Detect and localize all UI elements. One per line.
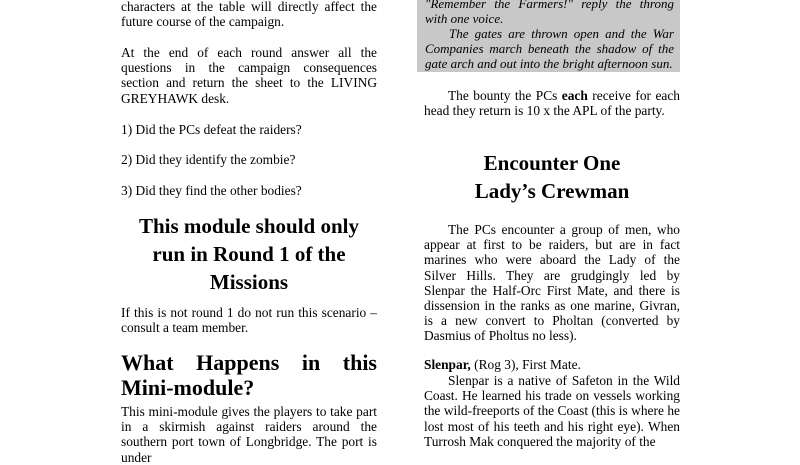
encounter-paragraph: The PCs encounter a group of men, who appear at first to be raiders, but are in fact marines who were aboard the Lady of the Silver Hills. They are grudgingly led by Slenpar the Half-Orc First Mate, and there is dissension in the ranks as one marine, Givran, is a new convert to Pholtan (converted by Dasmius of Pholtus no less). — [424, 222, 680, 344]
round-heading-line-2: run in Round 1 of the — [152, 242, 346, 266]
question-2: 2) Did they identify the zombie? — [121, 152, 296, 167]
bounty-text-post: receive for each head they return is 10 x the APL of the party. — [424, 88, 680, 119]
intro-tail-paragraph: characters at the table will directly affect the future course of the campaign. — [121, 0, 377, 30]
encounter-heading-line-2: Lady’s Crewman — [474, 179, 630, 203]
round-heading-line-1: This module should only — [138, 214, 359, 238]
round-heading-line-3: Missions — [209, 270, 289, 294]
bounty-paragraph — [424, 88, 680, 118]
bounty-text-bold: each — [561, 88, 588, 103]
instructions-paragraph: At the end of each round answer all the questions in the campaign consequences section and return the sheet to the LIVING GREYHAWK desk. — [121, 45, 377, 106]
slenpar-stats: (Rog 3), First Mate. — [470, 357, 581, 372]
question-3: 3) Did they find the other bodies? — [121, 183, 302, 198]
what-heading-line-1: What Happens in this — [121, 350, 377, 375]
encounter-heading-line-1: Encounter One — [483, 151, 621, 175]
slenpar-name: Slenpar, — [424, 357, 471, 372]
bounty-text-pre: The bounty the PCs — [448, 88, 562, 103]
what-heading-line-2: Mini-module? — [121, 375, 255, 400]
read-aloud-line-1: "Remember the Farmers!" reply the throng with one voice. — [425, 0, 674, 26]
what-happens-heading — [121, 350, 377, 400]
what-happens-paragraph: This mini-module gives the players to take part in a skirmish against raiders around the southern port town of Longbridge. The port is under — [121, 404, 377, 465]
slenpar-stat-line — [424, 357, 680, 372]
round-note-paragraph: If this is not round 1 do not run this scenario – consult a team member. — [121, 305, 377, 336]
slenpar-paragraph: Slenpar is a native of Safeton in the Wild Coast. He learned his trade on vessels working the wild-freeports of the Coast (this is where he lost most of his teeth and his right eye). When Turrosh Mak conquered the majority of the — [424, 373, 680, 449]
question-1: 1) Did the PCs defeat the raiders? — [121, 122, 302, 137]
read-aloud-line-2: The gates are thrown open and the War Companies march beneath the shadow of the gate arch and out into the bright afternoon sun. — [425, 26, 674, 71]
encounter-heading — [424, 149, 680, 205]
read-aloud-box — [417, 0, 680, 72]
round-heading — [121, 212, 377, 296]
